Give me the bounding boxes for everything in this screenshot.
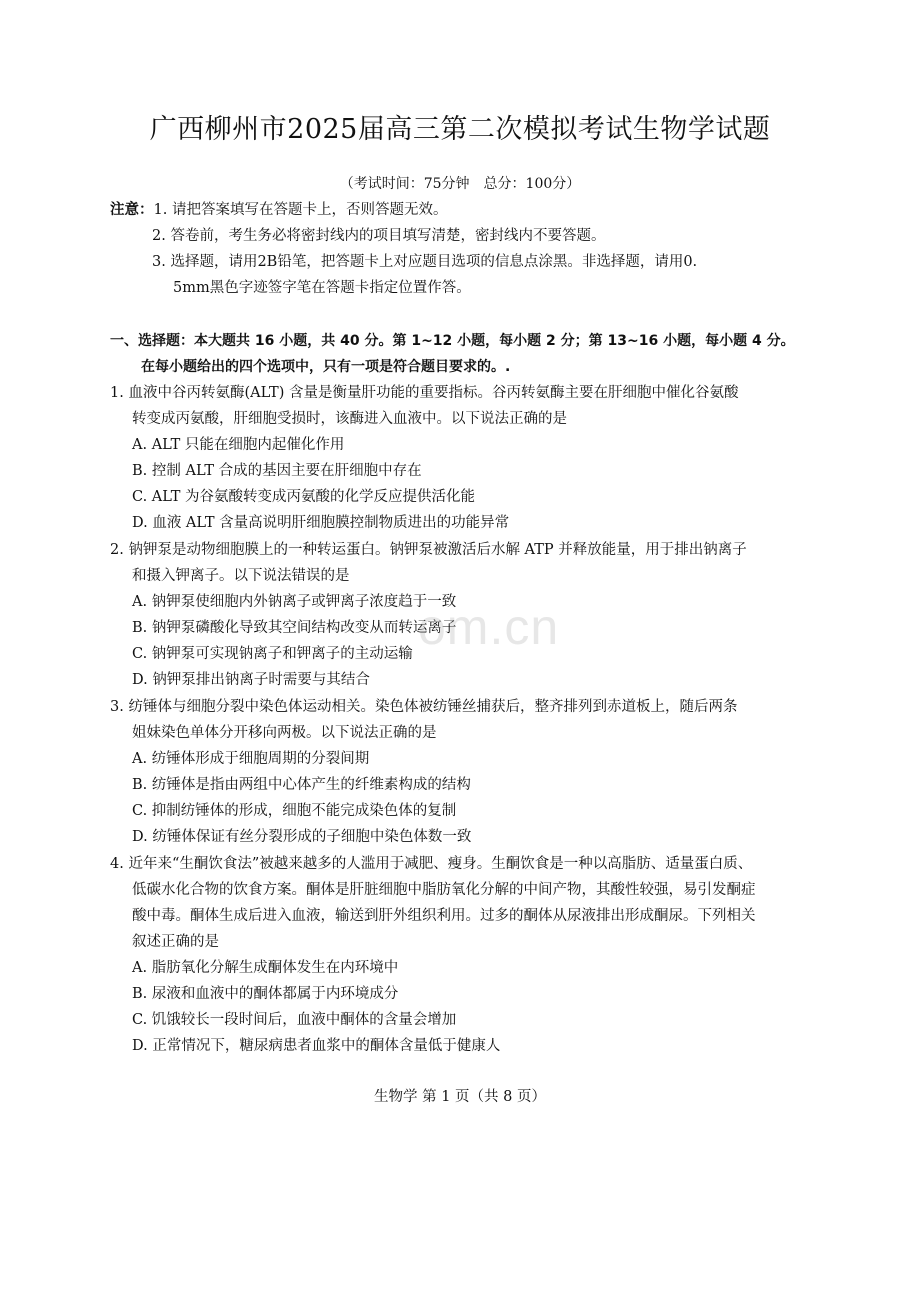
- question-1-option-d: D. 血液 ALT 含量高说明肝细胞膜控制物质进出的功能异常: [132, 515, 510, 531]
- section-heading: 一、选择题：本大题共 16 小题，共 40 分。第 1~12 小题，每小题 2 分；第 13~16 小题，每小题 4 分。: [110, 333, 795, 349]
- notice-label: 注意：: [110, 201, 154, 218]
- page-title: 广西柳州市2025届高三第二次模拟考试生物学试题: [149, 114, 771, 145]
- notice-item-3-cont: 5mm黑色字迹签字笔在答题卡指定位置作答。: [173, 280, 471, 296]
- question-4-stem: 4. 近年来“生酮饮食法”被越来越多的人滥用于减肥、瘦身。生酮饮食是一种以高脂肪、适量蛋白质、: [110, 856, 753, 872]
- question-3-option-d: D. 纺锤体保证有丝分裂形成的子细胞中染色体数一致: [132, 829, 472, 845]
- notice-item-3: 3. 选择题，请用2B铅笔，把答题卡上对应题目选项的信息点涂黑。非选择题，请用0.: [152, 254, 698, 270]
- question-3-option-b: B. 纺锤体是指由两组中心体产生的纤维素构成的结构: [132, 777, 471, 793]
- watermark: om.cn: [418, 599, 560, 655]
- question-3-option-a: A. 纺锤体形成于细胞周期的分裂间期: [132, 751, 370, 767]
- question-4-option-a: A. 脂肪氧化分解生成酮体发生在内环境中: [132, 960, 399, 976]
- question-4-option-b: B. 尿液和血液中的酮体都属于内环境成分: [132, 986, 399, 1002]
- exam-info: （考试时间：75分钟 总分：100分）: [339, 176, 581, 192]
- question-4-stem-cont-1: 低碳水化合物的饮食方案。酮体是肝脏细胞中脂肪氧化分解的中间产物，其酸性较强，易引发酮症: [132, 882, 756, 898]
- question-2-stem: 2. 钠钾泵是动物细胞膜上的一种转运蛋白。钠钾泵被激活后水解 ATP 并释放能量，用于排出钠离子: [110, 542, 747, 558]
- page-footer: 生物学 第 1 页（共 8 页）: [374, 1089, 546, 1105]
- question-3-stem: 3. 纺锤体与细胞分裂中染色体运动相关。染色体被纺锤丝捕获后，整齐排列到赤道板上，随后两条: [110, 699, 738, 715]
- question-1-option-a: A. ALT 只能在细胞内起催化作用: [132, 437, 345, 453]
- question-2-option-d: D. 钠钾泵排出钠离子时需要与其结合: [132, 672, 370, 688]
- question-2-stem-cont: 和摄入钾离子。以下说法错误的是: [132, 568, 350, 584]
- question-4-stem-cont-3: 叙述正确的是: [132, 934, 219, 950]
- question-3-stem-cont: 姐妹染色单体分开移向两极。以下说法正确的是: [132, 725, 437, 741]
- notice-item-1: [110, 199, 447, 221]
- question-4-option-c: C. 饥饿较长一段时间后，血液中酮体的含量会增加: [132, 1012, 457, 1028]
- question-1-stem-cont: 转变成丙氨酸，肝细胞受损时，该酶进入血液中。以下说法正确的是: [132, 411, 567, 427]
- question-1-option-c: C. ALT 为谷氨酸转变成丙氨酸的化学反应提供活化能: [132, 489, 475, 505]
- question-4-option-d: D. 正常情况下，糖尿病患者血浆中的酮体含量低于健康人: [132, 1038, 501, 1054]
- question-4-stem-cont-2: 酸中毒。酮体生成后进入血液，输送到肝外组织利用。过多的酮体从尿液排出形成酮尿。下列相关: [132, 908, 756, 924]
- question-2-option-b: B. 钠钾泵磷酸化导致其空间结构改变从而转运离子: [132, 620, 457, 636]
- question-1-stem: 1. 血液中谷丙转氨酶(ALT) 含量是衡量肝功能的重要指标。谷丙转氨酶主要在肝细胞中催化谷氨酸: [110, 385, 739, 401]
- notice-text-1: 1. 请把答案填写在答题卡上，否则答题无效。: [153, 202, 448, 218]
- question-1-option-b: B. 控制 ALT 合成的基因主要在肝细胞中存在: [132, 463, 422, 479]
- notice-item-2: 2. 答卷前，考生务必将密封线内的项目填写清楚，密封线内不要答题。: [152, 228, 606, 244]
- question-2-option-c: C. 钠钾泵可实现钠离子和钾离子的主动运输: [132, 646, 413, 662]
- section-instruction: 在每小题给出的四个选项中，只有一项是符合题目要求的。.: [141, 359, 511, 375]
- question-3-option-c: C. 抑制纺锤体的形成，细胞不能完成染色体的复制: [132, 803, 457, 819]
- question-2-option-a: A. 钠钾泵使细胞内外钠离子或钾离子浓度趋于一致: [132, 594, 457, 610]
